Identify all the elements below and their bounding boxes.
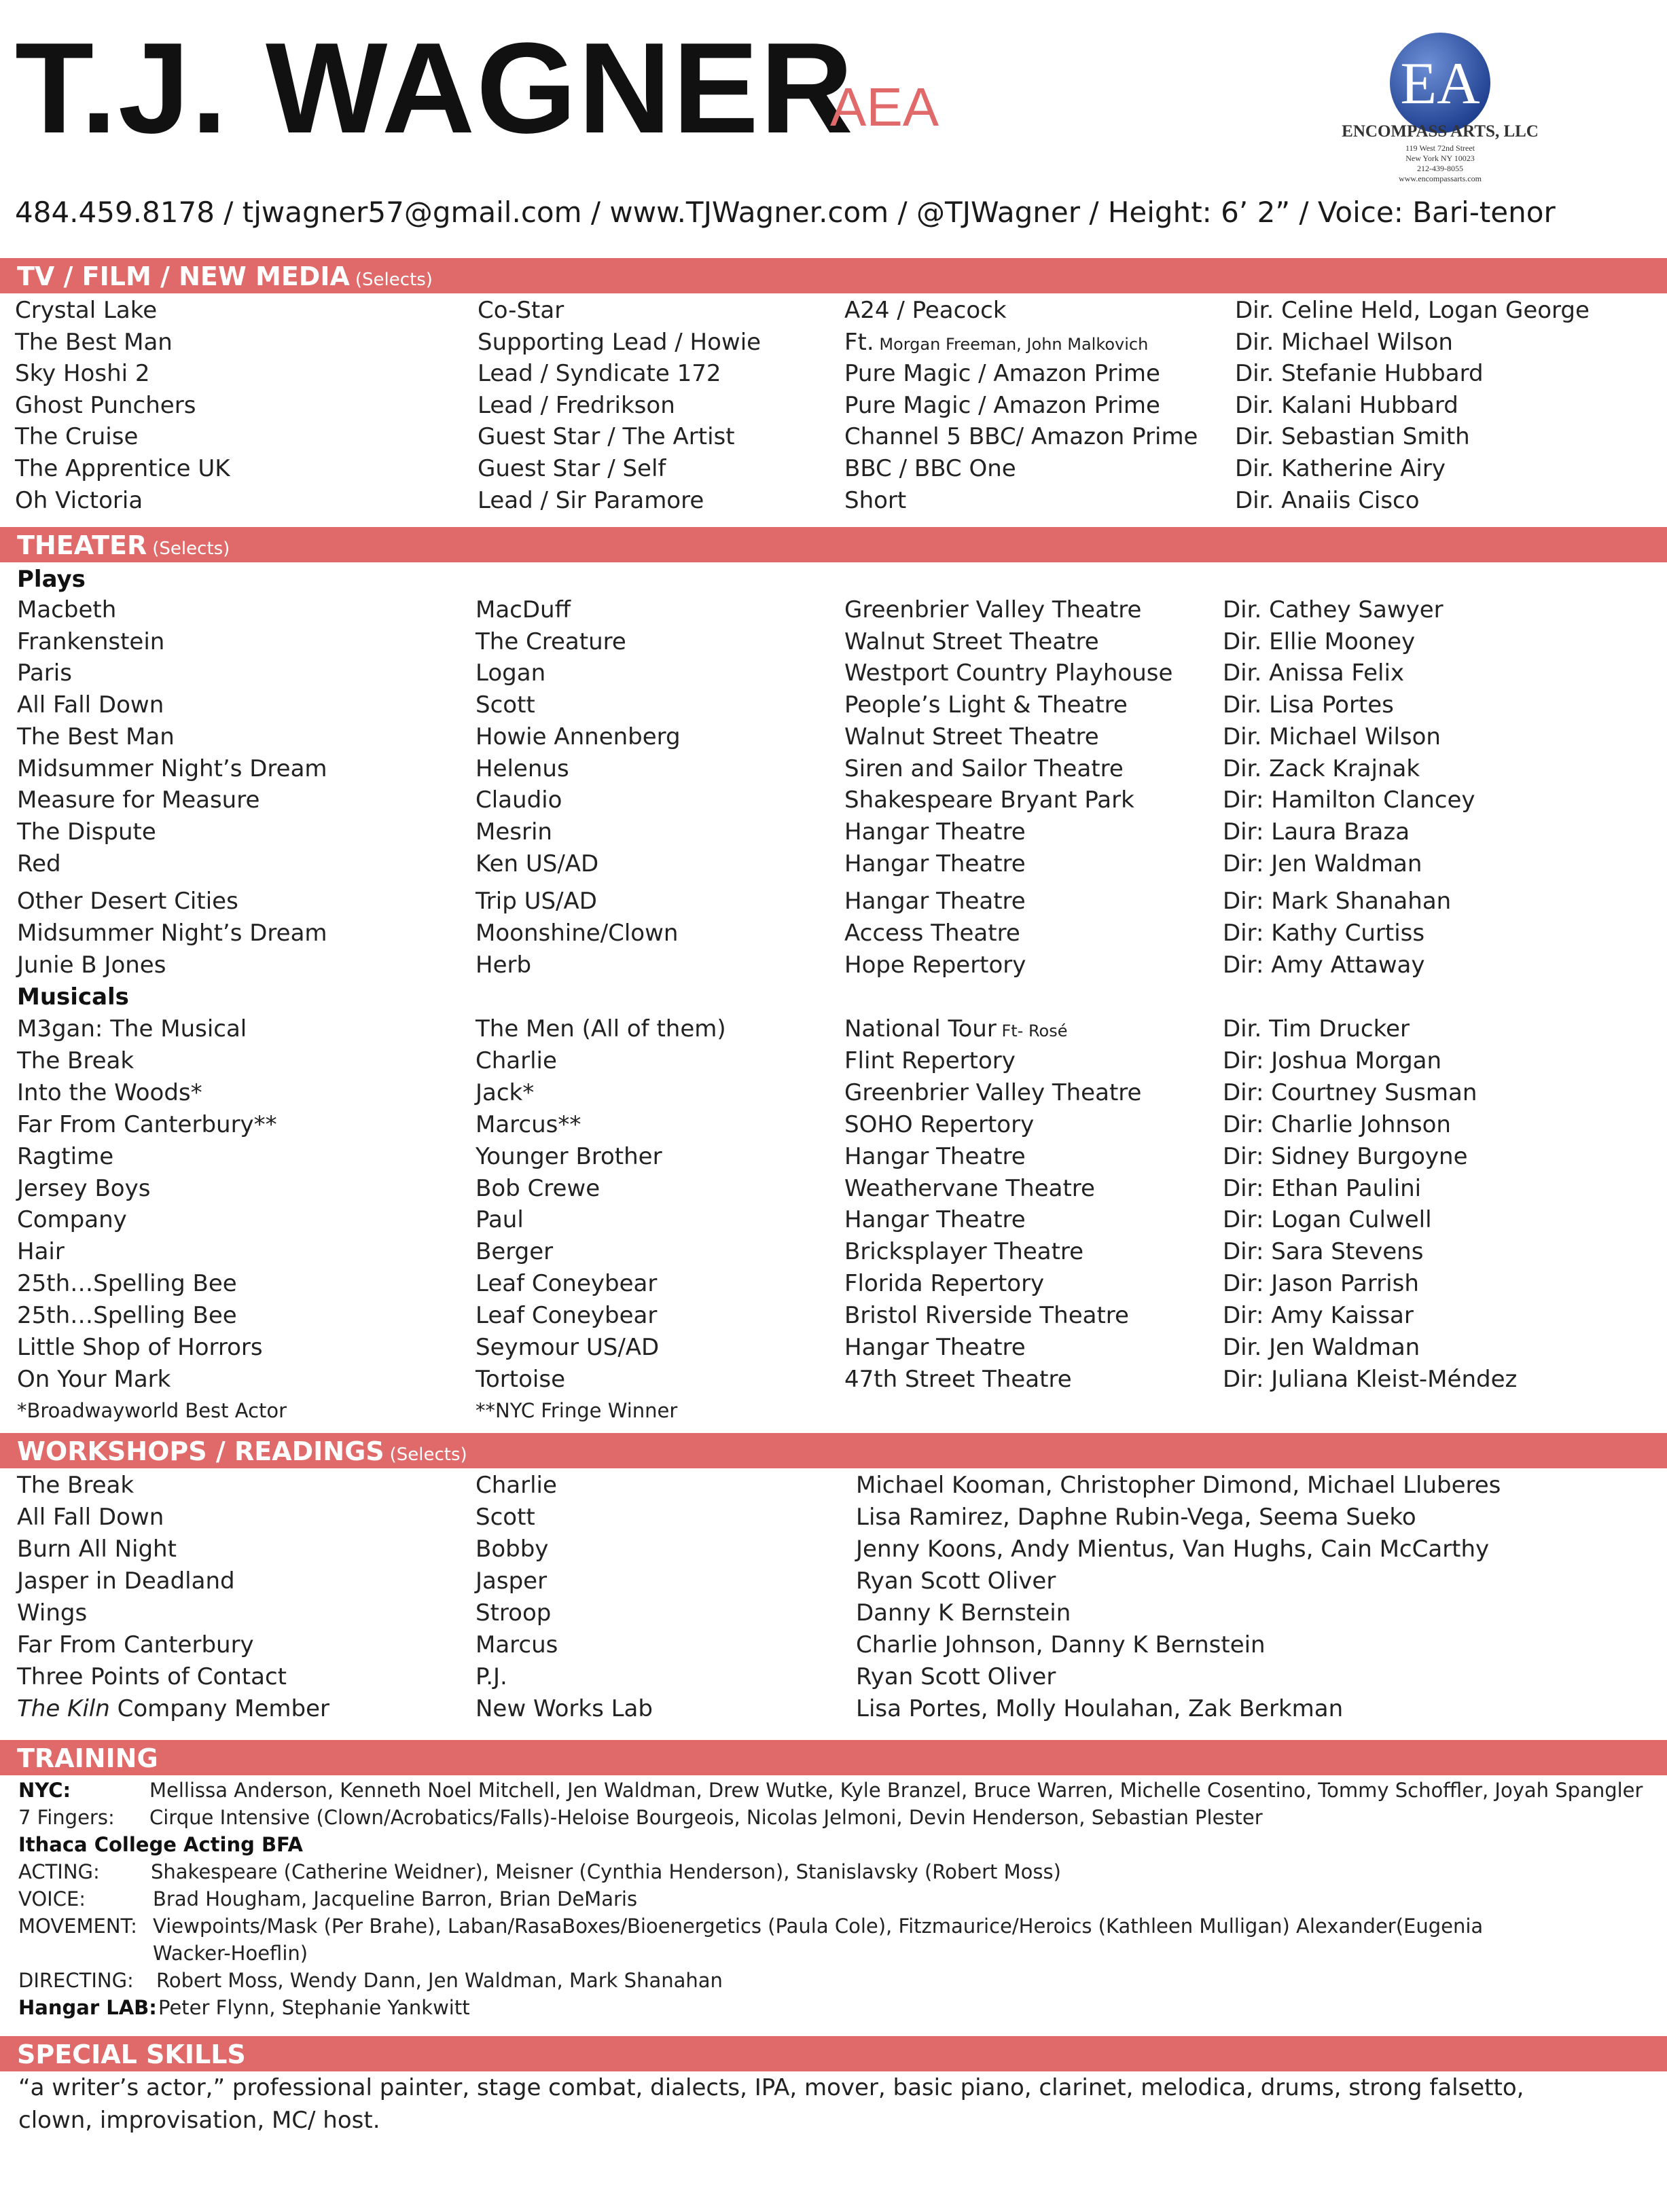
- credit-venue: Ft. Morgan Freeman, John Malkovich: [844, 328, 1149, 356]
- credit-title: The Best Man: [17, 723, 175, 750]
- credit-director: Dir. Michael Wilson: [1235, 328, 1453, 356]
- credit-director: Dir. Anissa Felix: [1223, 659, 1405, 687]
- table-row: [0, 1300, 1667, 1331]
- credit-title: Paris: [17, 659, 72, 687]
- credit-role: Trip US/AD: [476, 888, 597, 915]
- footnote-fringe: **NYC Fringe Winner: [476, 1399, 678, 1422]
- credit-venue: Pure Magic / Amazon Prime: [844, 391, 1160, 419]
- agency-address-2: New York NY 10023: [1405, 153, 1475, 163]
- credit-venue: Channel 5 BBC/ Amazon Prime: [844, 423, 1198, 451]
- credit-venue: Walnut Street Theatre: [844, 628, 1099, 655]
- credit-role: Lead / Syndicate 172: [478, 360, 721, 388]
- training-school: Ithaca College Acting BFA: [18, 1833, 303, 1856]
- credit-director: Dir: Charlie Johnson: [1223, 1110, 1451, 1138]
- workshop-creatives: Lisa Portes, Molly Houlahan, Zak Berkman: [856, 1695, 1344, 1722]
- union-affiliation: AEA: [830, 77, 939, 137]
- credit-venue: Hangar Theatre: [844, 1142, 1026, 1170]
- training-row-movement: [0, 1912, 1667, 1940]
- credit-role: Claudio: [476, 786, 562, 814]
- credit-title: Midsummer Night’s Dream: [17, 920, 327, 947]
- workshop-role: Charlie: [476, 1472, 557, 1499]
- credit-title: Measure for Measure: [17, 786, 260, 814]
- agency-logo: [1338, 27, 1542, 190]
- workshop-creatives: Michael Kooman, Christopher Dimond, Michael Lluberes: [856, 1472, 1501, 1499]
- credit-role: Howie Annenberg: [476, 723, 681, 750]
- credit-title: On Your Mark: [17, 1365, 171, 1393]
- credit-venue: Hangar Theatre: [844, 1334, 1026, 1361]
- credit-role: Ken US/AD: [476, 850, 599, 877]
- workshop-role: Bobby: [476, 1536, 549, 1563]
- credit-title: Red: [17, 850, 61, 877]
- credit-venue: Bristol Riverside Theatre: [844, 1302, 1129, 1330]
- credit-venue: A24 / Peacock: [844, 297, 1007, 324]
- credit-director: Dir: Sidney Burgoyne: [1223, 1142, 1468, 1170]
- credit-role: Leaf Coneybear: [476, 1302, 658, 1330]
- credit-venue: Hangar Theatre: [844, 818, 1026, 846]
- credit-title: Hair: [17, 1238, 65, 1266]
- credit-role: Jack*: [476, 1078, 535, 1106]
- credit-role: Guest Star / Self: [478, 455, 666, 482]
- credit-director: Dir: Kathy Curtiss: [1223, 920, 1425, 947]
- credit-title: Into the Woods*: [17, 1078, 202, 1106]
- credit-role: Lead / Sir Paramore: [478, 486, 704, 514]
- credit-title: All Fall Down: [17, 691, 164, 719]
- table-row: [0, 1534, 1667, 1565]
- credit-title: 25th…Spelling Bee: [17, 1270, 237, 1298]
- table-row: [0, 918, 1667, 949]
- workshop-role: Jasper: [476, 1567, 548, 1595]
- credit-role: Guest Star / The Artist: [478, 423, 735, 451]
- credit-venue: Shakespeare Bryant Park: [844, 786, 1134, 814]
- table-row: [0, 816, 1667, 848]
- workshop-creatives: Ryan Scott Oliver: [856, 1663, 1056, 1690]
- table-row: [0, 753, 1667, 784]
- credit-director: Dir: Jason Parrish: [1223, 1270, 1419, 1298]
- credit-title: M3gan: The Musical: [17, 1015, 247, 1042]
- credit-director: Dir. Lisa Portes: [1223, 691, 1394, 719]
- credit-title: Sky Hoshi 2: [15, 360, 150, 388]
- credit-title: The Cruise: [15, 423, 139, 451]
- section-bar-workshops: [0, 1433, 1667, 1468]
- credit-title: The Break: [17, 1047, 135, 1074]
- credit-title: Macbeth: [17, 596, 117, 623]
- credit-director: Dir. Cathey Sawyer: [1223, 596, 1444, 623]
- table-row: [0, 626, 1667, 657]
- section-title-tv: TV / FILM / NEW MEDIA (Selects): [17, 261, 433, 291]
- credit-title: Crystal Lake: [15, 297, 158, 324]
- agency-website: www.encompassarts.com: [1399, 174, 1482, 183]
- credit-director: Dir. Stefanie Hubbard: [1235, 360, 1484, 388]
- training-value: Peter Flynn, Stephanie Yankwitt: [158, 1996, 470, 2019]
- table-row: [0, 421, 1667, 452]
- credit-title: Frankenstein: [17, 628, 165, 655]
- credit-role: Supporting Lead / Howie: [478, 328, 761, 356]
- table-row: [0, 1045, 1667, 1076]
- training-label: VOICE:: [18, 1887, 86, 1910]
- credit-role: The Men (All of them): [476, 1015, 726, 1042]
- credit-role: The Creature: [476, 628, 626, 655]
- credit-role: Lead / Fredrikson: [478, 391, 675, 419]
- table-row: [0, 295, 1667, 326]
- workshop-role: Marcus: [476, 1631, 558, 1658]
- credit-title: The Apprentice UK: [15, 455, 230, 482]
- credit-role: MacDuff: [476, 596, 571, 623]
- agency-address-1: 119 West 72nd Street: [1405, 143, 1475, 153]
- training-label: Hangar LAB:: [18, 1996, 157, 2019]
- workshop-role: Scott: [476, 1504, 535, 1531]
- training-row-hangar: [0, 1994, 1667, 2021]
- table-row: [0, 1332, 1667, 1363]
- table-row: [0, 1173, 1667, 1204]
- section-bar-training: [0, 1740, 1667, 1775]
- training-value: Robert Moss, Wendy Dann, Jen Waldman, Mark Shanahan: [156, 1969, 723, 1992]
- credit-venue: Walnut Street Theatre: [844, 723, 1099, 750]
- workshop-show: [17, 1693, 329, 1724]
- credit-venue: Greenbrier Valley Theatre: [844, 596, 1142, 623]
- section-title-theater: THEATER (Selects): [17, 530, 230, 560]
- workshop-role: Stroop: [476, 1599, 552, 1627]
- table-row: [0, 721, 1667, 753]
- table-row: [0, 1077, 1667, 1108]
- credit-venue: SOHO Repertory: [844, 1110, 1035, 1138]
- training-label: ACTING:: [18, 1860, 100, 1883]
- workshop-show: Jasper in Deadland: [17, 1567, 235, 1595]
- credit-venue: Hope Repertory: [844, 951, 1026, 979]
- workshop-show: The Break: [17, 1472, 135, 1499]
- table-row: [0, 1502, 1667, 1533]
- table-row: [0, 1565, 1667, 1597]
- table-row: [0, 848, 1667, 880]
- workshop-show-rest: Company Member: [109, 1695, 329, 1722]
- table-row: [0, 1141, 1667, 1172]
- table-row: [0, 327, 1667, 358]
- section-title-skills: SPECIAL SKILLS: [17, 2039, 246, 2069]
- credit-title: Jersey Boys: [17, 1174, 151, 1202]
- credit-director: Dir: Hamilton Clancey: [1223, 786, 1475, 814]
- credit-role: Mesrin: [476, 818, 552, 846]
- workshop-show: Burn All Night: [17, 1536, 177, 1563]
- credit-director: Dir. Michael Wilson: [1223, 723, 1441, 750]
- credit-role: Tortoise: [476, 1365, 565, 1393]
- table-row: [0, 1236, 1667, 1267]
- special-skills-text: “a writer’s actor,” professional painter, stage combat, dialects, IPA, mover, basic piano, clarinet, melodica, drums, strong falsetto, clown, improvisation, MC/ host.: [18, 2074, 1524, 2134]
- workshop-show: Far From Canterbury: [17, 1631, 254, 1658]
- workshop-creatives: Charlie Johnson, Danny K Bernstein: [856, 1631, 1266, 1658]
- credit-director: Dir: Logan Culwell: [1223, 1206, 1432, 1234]
- credit-venue: Hangar Theatre: [844, 888, 1026, 915]
- credit-venue: Westport Country Playhouse: [844, 659, 1173, 687]
- workshop-creatives: Lisa Ramirez, Daphne Rubin-Vega, Seema Sueko: [856, 1504, 1416, 1531]
- table-row: [0, 1013, 1667, 1045]
- training-row-voice: [0, 1885, 1667, 1912]
- credit-venue: 47th Street Theatre: [844, 1365, 1072, 1393]
- credit-director: Dir: Ethan Paulini: [1223, 1174, 1422, 1202]
- table-row: [0, 886, 1667, 917]
- credit-director: Dir: Juliana Kleist-Méndez: [1223, 1365, 1518, 1393]
- credit-venue: Pure Magic / Amazon Prime: [844, 360, 1160, 388]
- credit-title: Ragtime: [17, 1142, 114, 1170]
- table-row: [0, 1597, 1667, 1629]
- training-label: MOVEMENT:: [18, 1915, 137, 1938]
- training-row-directing: [0, 1967, 1667, 1994]
- credit-director: Dir. Kalani Hubbard: [1235, 391, 1458, 419]
- credit-director: Dir: Amy Kaissar: [1223, 1302, 1414, 1330]
- workshop-role: P.J.: [476, 1663, 507, 1690]
- credit-role: Leaf Coneybear: [476, 1270, 658, 1298]
- venue-featuring: Ft- Rosé: [996, 1021, 1068, 1040]
- credit-title: Ghost Punchers: [15, 391, 196, 419]
- table-row: [0, 1693, 1667, 1724]
- agency-phone: 212-439-8055: [1417, 164, 1463, 173]
- credit-director: Dir. Tim Drucker: [1223, 1015, 1410, 1042]
- table-row: [0, 1661, 1667, 1692]
- credit-venue: Florida Repertory: [844, 1270, 1045, 1298]
- training-value: Wacker-Hoeflin): [153, 1942, 308, 1965]
- credit-director: Dir. Anaiis Cisco: [1235, 486, 1420, 514]
- credit-venue: Greenbrier Valley Theatre: [844, 1078, 1142, 1106]
- musicals-subheading: Musicals: [17, 983, 129, 1011]
- credit-director: Dir. Jen Waldman: [1223, 1334, 1420, 1361]
- credit-role: Marcus**: [476, 1110, 581, 1138]
- training-value: Viewpoints/Mask (Per Brahe), Laban/RasaBoxes/Bioenergetics (Paula Cole), Fitzmaurice/Heroics (Kathleen Mulligan) Alexander(Eugenia: [153, 1915, 1484, 1938]
- credit-role: Younger Brother: [476, 1142, 662, 1170]
- workshop-creatives: Danny K Bernstein: [856, 1599, 1071, 1627]
- actor-name: T.J. WAGNER: [15, 16, 855, 160]
- agency-name: ENCOMPASS ARTS, LLC: [1342, 122, 1539, 141]
- credit-venue: People’s Light & Theatre: [844, 691, 1128, 719]
- credit-venue: Short: [844, 486, 907, 514]
- credit-director: Dir: Sara Stevens: [1223, 1238, 1424, 1266]
- workshop-show: Three Points of Contact: [17, 1663, 287, 1690]
- credit-venue: Weathervane Theatre: [844, 1174, 1095, 1202]
- training-row-movement-cont: [0, 1940, 1667, 1967]
- credit-role: Herb: [476, 951, 532, 979]
- training-label: 7 Fingers:: [18, 1806, 115, 1829]
- credit-title: 25th…Spelling Bee: [17, 1302, 237, 1330]
- workshop-creatives: Ryan Scott Oliver: [856, 1567, 1056, 1595]
- plays-subheading: Plays: [17, 566, 86, 593]
- credit-title: The Best Man: [15, 328, 173, 356]
- workshop-show-italic: The Kiln: [17, 1695, 110, 1722]
- credit-venue: Bricksplayer Theatre: [844, 1238, 1084, 1266]
- training-row-ithaca: [0, 1831, 1667, 1858]
- credit-role: Paul: [476, 1206, 524, 1234]
- credit-role: Seymour US/AD: [476, 1334, 660, 1361]
- credit-role: Logan: [476, 659, 546, 687]
- training-value: Cirque Intensive (Clown/Acrobatics/Falls)-Heloise Bourgeois, Nicolas Jelmoni, Devin Henderson, Sebastian Plester: [149, 1806, 1263, 1829]
- credit-director: Dir: Laura Braza: [1223, 818, 1410, 846]
- training-row-nyc: [0, 1777, 1667, 1804]
- training-value: Shakespeare (Catherine Weidner), Meisner (Cynthia Henderson), Stanislavsky (Robert Moss): [151, 1860, 1061, 1883]
- table-row: [0, 594, 1667, 625]
- credit-title: Midsummer Night’s Dream: [17, 755, 327, 782]
- credit-director: Dir: Mark Shanahan: [1223, 888, 1452, 915]
- credit-title: Little Shop of Horrors: [17, 1334, 263, 1361]
- section-title-training: TRAINING: [17, 1743, 158, 1773]
- credit-director: Dir. Sebastian Smith: [1235, 423, 1470, 451]
- table-row: [0, 949, 1667, 981]
- credit-role: Scott: [476, 691, 535, 719]
- section-bar-theater: [0, 527, 1667, 562]
- credit-venue: Siren and Sailor Theatre: [844, 755, 1124, 782]
- training-label: DIRECTING:: [18, 1969, 134, 1992]
- credit-title: Oh Victoria: [15, 486, 143, 514]
- credit-role: Moonshine/Clown: [476, 920, 679, 947]
- credit-director: Dir: Courtney Susman: [1223, 1078, 1477, 1106]
- credit-venue: Flint Repertory: [844, 1047, 1016, 1074]
- credit-venue: Access Theatre: [844, 920, 1020, 947]
- credit-role: Helenus: [476, 755, 569, 782]
- credit-title: Other Desert Cities: [17, 888, 238, 915]
- training-value: Brad Hougham, Jacqueline Barron, Brian DeMaris: [153, 1887, 638, 1910]
- section-title-workshops: WORKSHOPS / READINGS (Selects): [17, 1436, 467, 1466]
- workshop-show: All Fall Down: [17, 1504, 164, 1531]
- credit-venue: National Tour Ft- Rosé: [844, 1015, 1068, 1042]
- table-row: [0, 485, 1667, 516]
- footnote-broadwayworld: *Broadwayworld Best Actor: [17, 1399, 287, 1422]
- credit-venue: BBC / BBC One: [844, 455, 1016, 482]
- section-bar-skills: [0, 2036, 1667, 2071]
- credit-director: Dir: Joshua Morgan: [1223, 1047, 1442, 1074]
- credit-director: Dir. Katherine Airy: [1235, 455, 1446, 482]
- workshop-role: New Works Lab: [476, 1695, 653, 1722]
- table-row: [0, 1629, 1667, 1661]
- credit-venue: Hangar Theatre: [844, 850, 1026, 877]
- table-row: [0, 1268, 1667, 1299]
- credit-venue: Hangar Theatre: [844, 1206, 1026, 1234]
- credit-title: Junie B Jones: [17, 951, 166, 979]
- table-row: [0, 390, 1667, 421]
- workshop-show: Wings: [17, 1599, 88, 1627]
- credit-role: Co-Star: [478, 297, 564, 324]
- credit-title: Company: [17, 1206, 127, 1234]
- agency-initials: EA: [1400, 51, 1480, 117]
- training-row-acting: [0, 1858, 1667, 1885]
- table-row: [0, 1470, 1667, 1501]
- training-label: NYC:: [18, 1779, 71, 1802]
- table-row: [0, 453, 1667, 484]
- table-row: [0, 657, 1667, 689]
- credit-title: Far From Canterbury**: [17, 1110, 277, 1138]
- training-value: Mellissa Anderson, Kenneth Noel Mitchell, Jen Waldman, Drew Wutke, Kyle Branzel, Bruce Warren, Michelle Cosentino, Tommy Schoffler, Joyah Spangler: [149, 1779, 1643, 1802]
- table-row: [0, 1364, 1667, 1395]
- training-row-7-fingers: [0, 1804, 1667, 1831]
- table-row: [0, 784, 1667, 816]
- venue-featuring: Morgan Freeman, John Malkovich: [874, 334, 1149, 354]
- credit-director: Dir. Ellie Mooney: [1223, 628, 1416, 655]
- table-row: [0, 358, 1667, 389]
- credit-title: The Dispute: [17, 818, 156, 846]
- credit-role: Bob Crewe: [476, 1174, 601, 1202]
- table-row: [0, 1109, 1667, 1140]
- credit-role: Charlie: [476, 1047, 557, 1074]
- workshop-creatives: Jenny Koons, Andy Mientus, Van Hughs, Cain McCarthy: [856, 1536, 1490, 1563]
- credit-director: Dir: Jen Waldman: [1223, 850, 1422, 877]
- table-row: [0, 1204, 1667, 1235]
- table-row: [0, 689, 1667, 721]
- section-bar-tv: [0, 258, 1667, 293]
- contact-line: 484.459.8178 / tjwagner57@gmail.com / www.TJWagner.com / @TJWagner / Height: 6’ 2” / Voice: Bari-tenor: [15, 196, 1556, 229]
- credit-director: Dir. Celine Held, Logan George: [1235, 297, 1590, 324]
- credit-director: Dir. Zack Krajnak: [1223, 755, 1420, 782]
- credit-director: Dir: Amy Attaway: [1223, 951, 1425, 979]
- credit-role: Berger: [476, 1238, 554, 1266]
